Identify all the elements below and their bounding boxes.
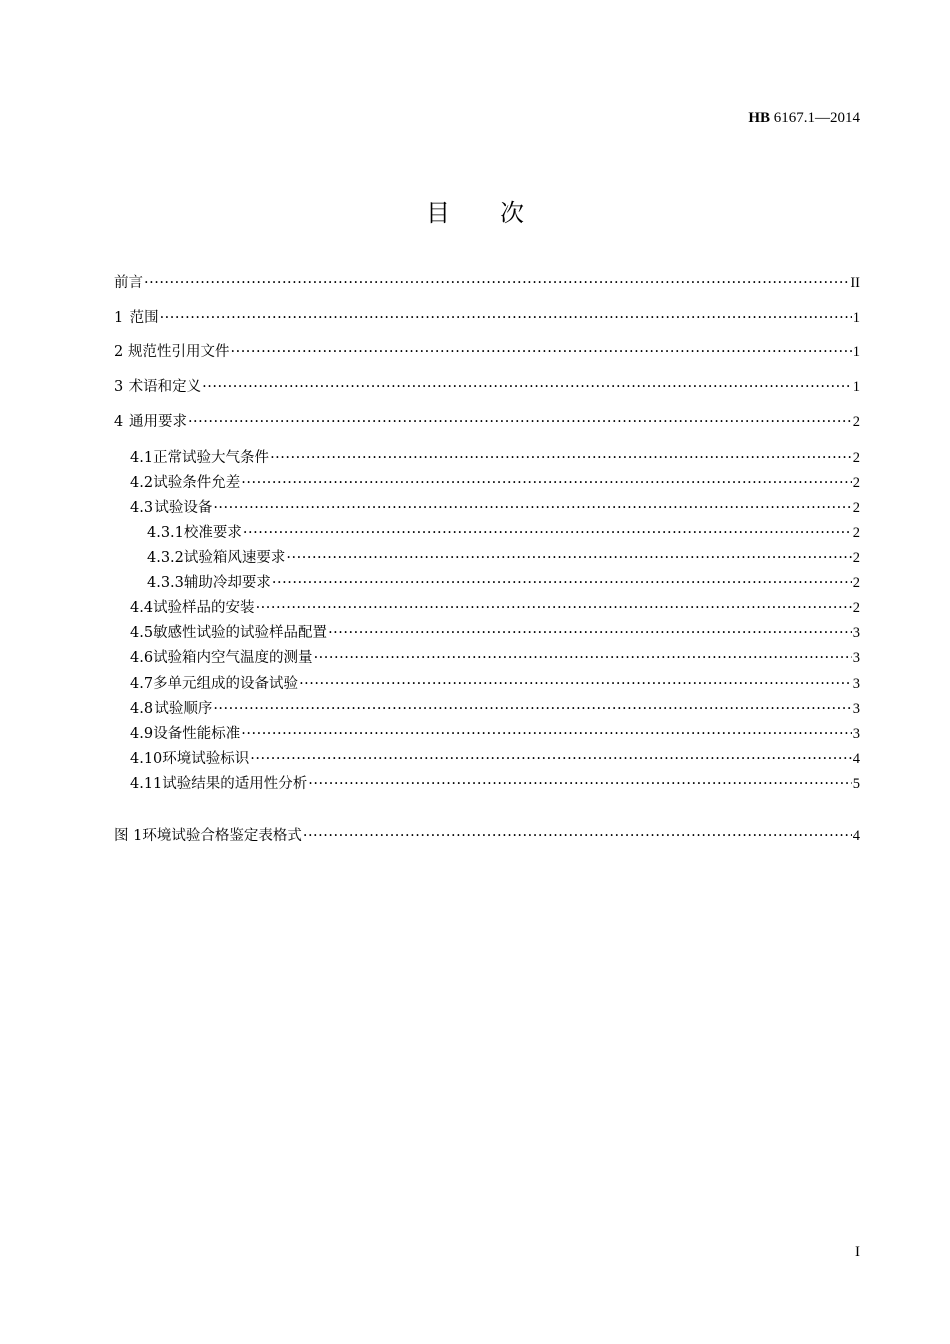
toc-entry-4-9[interactable]: [130, 724, 860, 744]
toc-entry-4-8[interactable]: [130, 699, 860, 719]
toc-entry-3[interactable]: [114, 377, 860, 397]
page-number: I: [855, 1244, 860, 1260]
toc-entry-number: 4.2: [130, 475, 154, 491]
leader-dots: [160, 308, 852, 328]
toc-entry-page: 2: [852, 414, 860, 430]
toc-entry-page: 1: [852, 310, 860, 326]
leader-dots: [299, 674, 852, 694]
leader-dots: [314, 648, 852, 668]
toc-entry-label: 正常试验大气条件: [153, 450, 270, 466]
toc-entry-page: 2: [852, 550, 860, 566]
standard-code: [748, 110, 860, 127]
toc-entry-page: 4: [852, 828, 860, 844]
leader-dots: [270, 448, 852, 468]
leader-dots: [202, 377, 852, 397]
leader-dots: [256, 598, 852, 618]
toc-entry-label: 前言: [114, 275, 143, 291]
toc-entry-page: 2: [852, 575, 860, 591]
toc-entry-page: 3: [852, 676, 860, 692]
toc-entry-page: 3: [852, 625, 860, 641]
toc-entry-number: 4.8: [130, 701, 154, 717]
toc-entry-label: 多单元组成的设备试验: [153, 676, 299, 692]
toc-entry-4-7[interactable]: [130, 674, 860, 694]
standard-code-number: 6167.1—2014: [770, 110, 860, 126]
toc-entry-number: 4.4: [130, 600, 154, 616]
toc-entry-number: 4.10: [130, 751, 163, 767]
toc-entry-foreword[interactable]: [114, 273, 860, 293]
toc-entry-number: 4.9: [130, 726, 154, 742]
toc-entry-page: 1: [852, 379, 860, 395]
toc-entry-label: 辅助冷却要求: [183, 575, 271, 591]
leader-dots: [230, 342, 851, 362]
toc-entry-4-1[interactable]: [130, 448, 860, 468]
standard-code-prefix: HB: [748, 110, 770, 126]
leader-dots: [328, 623, 852, 643]
leader-dots: [241, 724, 851, 744]
toc-entry-4-5[interactable]: [130, 623, 860, 643]
toc-entry-page: 3: [852, 726, 860, 742]
toc-entry-4-6[interactable]: [130, 648, 860, 668]
toc-entry-number: 4.1: [130, 450, 154, 466]
toc-entry-label: 环境试验标识: [162, 751, 250, 767]
toc-entry-label: 环境试验合格鉴定表格式: [142, 828, 302, 844]
toc-entry-number: 4.6: [130, 650, 154, 666]
toc-entry-4-3-1[interactable]: [147, 523, 860, 543]
leader-dots: [188, 412, 852, 432]
toc-entry-2[interactable]: [114, 342, 860, 362]
toc-entry-label: 校准要求: [183, 525, 242, 541]
page-title: 目次: [426, 199, 574, 227]
leader-dots: [272, 573, 852, 593]
toc-entry-label: 敏感性试验的试验样品配置: [153, 625, 328, 641]
toc-entry-4-10[interactable]: [130, 749, 860, 769]
toc-entry-number: 4.3.2: [147, 550, 184, 566]
toc-entry-label: 试验条件允差: [153, 475, 241, 491]
toc-entry-page: 3: [852, 650, 860, 666]
toc-entry-page: 2: [852, 500, 860, 516]
toc-entry-number: 4.5: [130, 625, 154, 641]
toc-entry-label: 试验样品的安装: [153, 600, 255, 616]
leader-dots: [144, 273, 849, 293]
toc-entry-number: 4.3: [130, 500, 154, 516]
leader-dots: [213, 498, 851, 518]
toc-entry-number: 4.3.3: [147, 575, 184, 591]
toc-entry-label: 范围: [129, 310, 159, 326]
toc-entry-label: 试验设备: [154, 500, 213, 516]
toc-entry-4-3-2[interactable]: [147, 548, 860, 568]
leader-dots: [286, 548, 851, 568]
leader-dots: [308, 774, 851, 794]
leader-dots: [241, 473, 851, 493]
toc-entry-page: 1: [852, 344, 860, 360]
toc-entry-4-3[interactable]: [130, 498, 860, 518]
toc-entry-number: 1: [114, 310, 124, 326]
toc-entry-label: 规范性引用文件: [127, 344, 230, 360]
toc-entry-label: 试验结果的适用性分析: [162, 776, 308, 792]
toc-entry-number: 4.3.1: [147, 525, 184, 541]
toc-entry-1[interactable]: [114, 308, 860, 328]
toc-entry-4[interactable]: [114, 412, 860, 432]
toc-entry-label: 试验箱内空气温度的测量: [153, 650, 313, 666]
toc-entry-number: 3: [114, 379, 124, 395]
toc-entry-4-3-3[interactable]: [147, 573, 860, 593]
toc-entry-number: 4.11: [130, 776, 163, 792]
toc-entry-label: 设备性能标准: [153, 726, 241, 742]
leader-dots: [250, 749, 851, 769]
toc-entry-number: 图 1: [114, 828, 143, 844]
toc-entry-figure-1[interactable]: [114, 826, 860, 846]
toc-entry-page: 2: [852, 525, 860, 541]
toc-entry-page: 2: [852, 450, 860, 466]
toc-entry-page: 4: [852, 751, 860, 767]
toc-entry-4-4[interactable]: [130, 598, 860, 618]
toc-entry-label: 试验顺序: [154, 701, 213, 717]
toc-entry-label: 通用要求: [128, 414, 187, 430]
leader-dots: [303, 826, 852, 846]
leader-dots: [213, 699, 851, 719]
toc-entry-4-11[interactable]: [130, 774, 860, 794]
toc-entry-page: 5: [852, 776, 860, 792]
leader-dots: [243, 523, 852, 543]
toc-entry-4-2[interactable]: [130, 473, 860, 493]
toc-entry-page: 2: [852, 475, 860, 491]
toc-entry-number: 2: [114, 344, 124, 360]
toc-entry-number: 4.7: [130, 676, 154, 692]
toc-entry-label: 试验箱风速要求: [183, 550, 286, 566]
toc-entry-number: 4: [114, 414, 124, 430]
toc-entry-label: 术语和定义: [128, 379, 202, 395]
toc-entry-page: II: [850, 275, 860, 291]
toc-entry-page: 2: [852, 600, 860, 616]
toc-entry-page: 3: [852, 701, 860, 717]
